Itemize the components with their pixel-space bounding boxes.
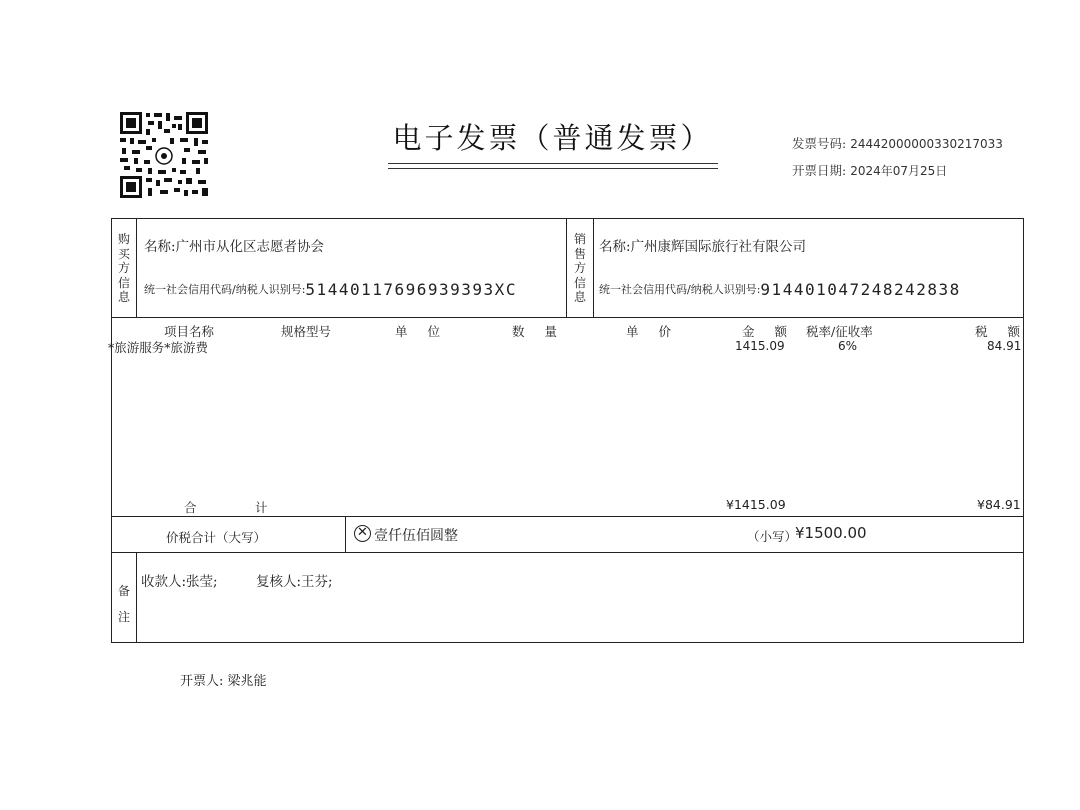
buyer-name-value: 广州市从化区志愿者协会 bbox=[175, 239, 325, 255]
buyer-tax-label: 统一社会信用代码/纳税人识别号: bbox=[144, 283, 306, 296]
seller-section-label: 销售方信息 bbox=[573, 232, 586, 304]
buyer-name bbox=[144, 235, 324, 255]
col-tax-rate: 税率/征收率 bbox=[806, 324, 873, 339]
seller-tax-id bbox=[599, 280, 961, 299]
invoice-date-label: 开票日期: bbox=[792, 163, 847, 178]
seller-label-divider bbox=[593, 218, 594, 317]
total-label-he: 合 bbox=[184, 500, 197, 515]
grand-total-label: 价税合计（大写） bbox=[166, 530, 267, 545]
grand-total-uppercase: 壹仟伍佰圆整 bbox=[374, 528, 458, 544]
col-tax-amount: 税 额 bbox=[975, 324, 1028, 339]
col-unit: 单 位 bbox=[395, 324, 448, 339]
item-amount: 1415.09 bbox=[735, 339, 785, 353]
seller-name-label: 名称: bbox=[599, 239, 631, 255]
qr-code bbox=[118, 110, 210, 200]
grand-total-divider bbox=[345, 516, 346, 552]
party-center-divider bbox=[566, 218, 567, 317]
invoice-number-value: 24442000000330217033 bbox=[850, 137, 1003, 151]
buyer-name-label: 名称: bbox=[144, 239, 176, 255]
item-name: *旅游服务*旅游费 bbox=[108, 340, 209, 355]
col-price: 单 价 bbox=[626, 324, 679, 339]
seller-name-value: 广州康辉国际旅行社有限公司 bbox=[630, 239, 807, 255]
payee: 收款人:张莹; bbox=[141, 574, 218, 590]
item-tax-amount: 84.91 bbox=[987, 339, 1022, 353]
title-underline-bottom bbox=[388, 168, 718, 169]
col-qty: 数 量 bbox=[512, 324, 565, 339]
buyer-label-divider bbox=[136, 218, 137, 317]
invoice-number bbox=[792, 134, 1003, 152]
items-divider bbox=[111, 516, 1024, 517]
col-item-name: 项目名称 bbox=[164, 324, 215, 339]
cross-circle-icon: ✕ bbox=[354, 525, 371, 542]
invoice-title: 电子发票（普通发票） bbox=[392, 121, 713, 155]
total-amount: ¥1415.09 bbox=[726, 497, 786, 512]
remarks-section-label: 备注 bbox=[117, 584, 130, 624]
buyer-section-label: 购买方信息 bbox=[117, 232, 130, 304]
col-spec: 规格型号 bbox=[281, 324, 332, 339]
invoice-date bbox=[792, 161, 947, 179]
title-underline-top bbox=[388, 163, 718, 164]
remarks-label-divider bbox=[136, 552, 137, 643]
item-tax-rate: 6% bbox=[838, 339, 858, 353]
issuer-label: 开票人: bbox=[180, 674, 224, 689]
buyer-tax-value: 51440117696939393XC bbox=[305, 280, 517, 299]
issuer bbox=[180, 670, 267, 689]
invoice-number-label: 发票号码: bbox=[792, 136, 847, 151]
grand-total-small-value: ¥1500.00 bbox=[795, 524, 867, 542]
total-label-ji: 计 bbox=[255, 500, 268, 515]
total-tax: ¥84.91 bbox=[977, 497, 1021, 512]
seller-name bbox=[599, 235, 806, 255]
party-divider bbox=[111, 317, 1024, 318]
reviewer: 复核人:王芬; bbox=[256, 574, 333, 590]
invoice-date-value: 2024年07月25日 bbox=[850, 164, 948, 178]
grand-total-small-label: （小写） bbox=[747, 529, 798, 544]
col-amount: 金 额 bbox=[742, 324, 795, 339]
buyer-tax-id bbox=[144, 280, 517, 299]
seller-tax-label: 统一社会信用代码/纳税人识别号: bbox=[599, 283, 761, 296]
total-divider bbox=[111, 552, 1024, 553]
seller-tax-value: 914401047248242838 bbox=[760, 280, 961, 299]
issuer-name: 梁兆能 bbox=[227, 674, 267, 689]
